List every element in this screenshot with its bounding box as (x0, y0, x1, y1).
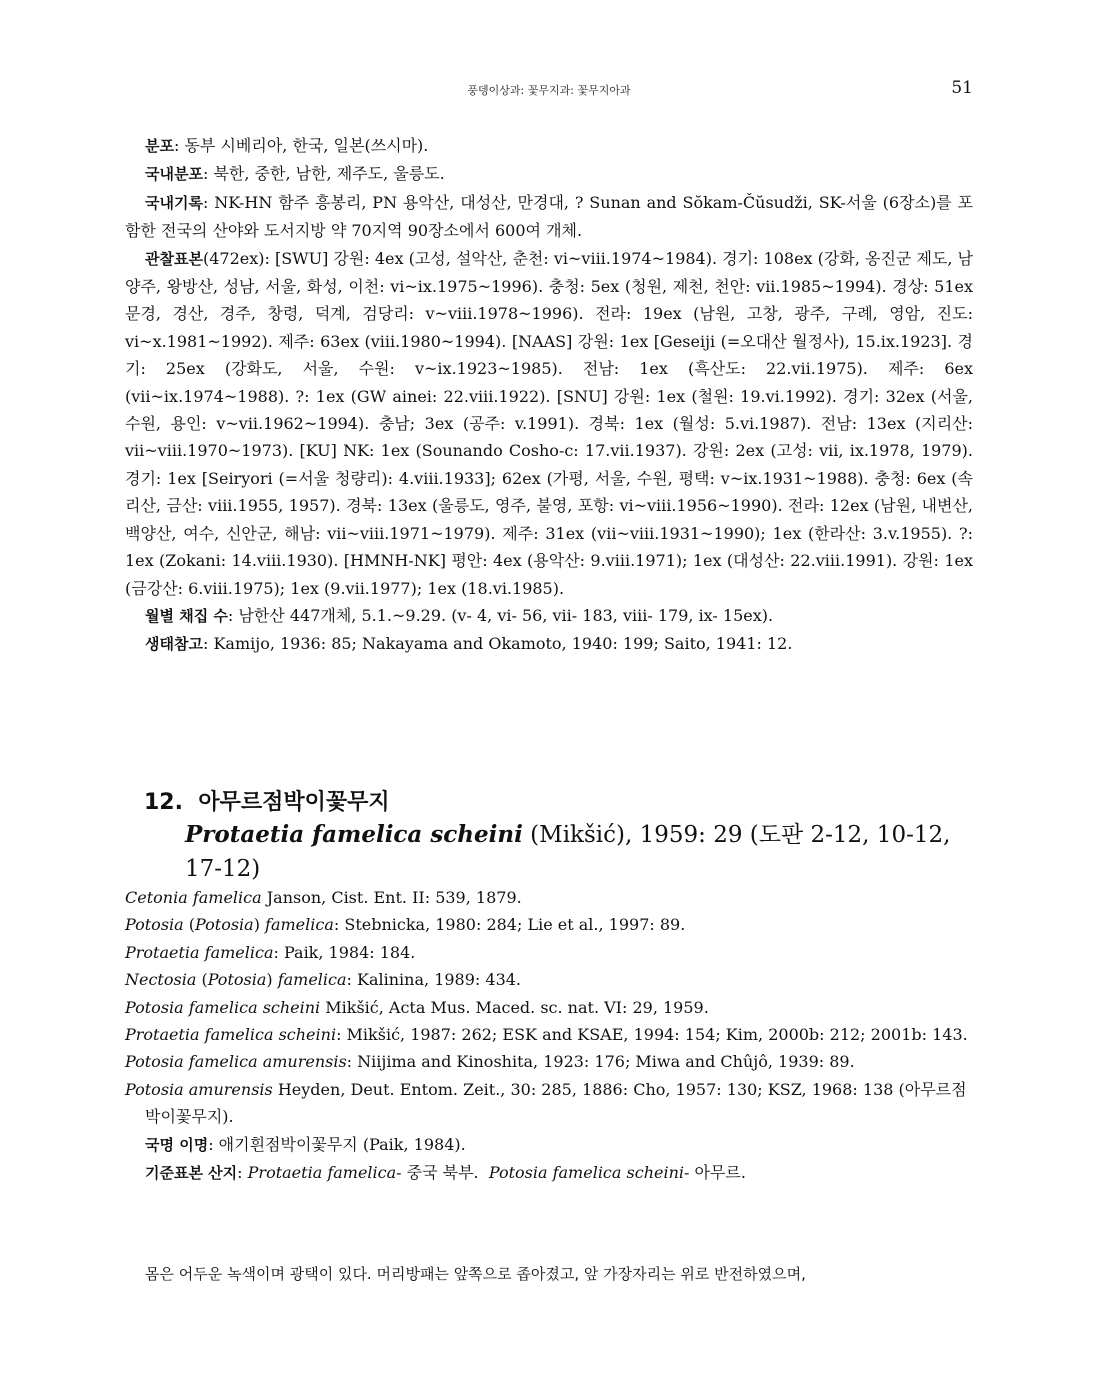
species-number: 12. (144, 790, 183, 815)
synonym-name: Potosia famelica scheini (125, 997, 321, 1017)
type-locality-name-1: Protaetia famelica (247, 1163, 397, 1183)
synonym-epithet: famelica (265, 915, 334, 935)
distribution-text: : 동부 시베리아, 한국, 일본(쓰시마). (173, 136, 429, 155)
type-locality-name-2: Potosia famelica scheini (488, 1163, 684, 1183)
synonym-subgenus: Potosia (195, 915, 254, 935)
monthly-collection-label: 월별 채집 수 (145, 606, 228, 625)
type-locality-place-1: - 중국 북부. (396, 1163, 479, 1183)
synonym-citation: : Mikšić, 1987: 262; ESK and KSAE, 1994: 154; Kim, 2000b: 212; 2001b: 143. (336, 1025, 968, 1045)
synonym-name: Protaetia famelica (125, 942, 274, 962)
synonym-genus: Nectosia (125, 970, 197, 990)
ecology-paragraph (125, 630, 973, 658)
synonym-citation: : Kalinina, 1989: 434. (346, 970, 522, 990)
examined-specimens-text: (472ex): [SWU] 강원: 4ex (고성, 설악산, 춘천: vi~viii.1974~1984). 경기: 108ex (강화, 옹진군 제도, 남양주, 왕방산, 성남, 서울, 화성, 이천: vi~ix.1975~1996). 충청: 5ex (청원, 제천, 천안: vii.1985~1994). 경상: 51ex 문경, 경산, 경주, 창령, 덕계, 검당리: v~viii.1978~1996). 전라: 19ex (남원, 고창, 광주, 구례, 영암, 진도: vi~x.1981~1992). 제주: 63ex (viii.1980~1994). [NAAS] 강원: 1ex [Geseiji (=오대산 월정사), 15.ix.1923]. 경기: 25ex (강화도, 서울, 수원: v~ix.1923~1985). 전남: 1ex (흑산도: 22.vii.1975). 제주: 6ex (vii~ix.1974~1988). ?: 1ex (GW ainei: 22.viii.1922). [SNU] 강원: 1ex (철원: 19.vi.1992). 경기: 32ex (서울, 수원, 용인: v~vii.1962~1994). 충남; 3ex (공주: v.1991). 경북: 1ex (월성: 5.vi.1987). 전남: 13ex (지리산: vii~viii.1970~1973). [KU] NK: 1ex (Sounando Cosho-c: 17.vii.1937). 강원: 2ex (고성: vii, ix.1978, 1979). 경기: 1ex [Seiryori (=서울 청량리): 4.viii.1933]; 62ex (가평, 서울, 수원, 평택: v~ix.1931~1988). 충청: 6ex (속리산, 금산: viii.1955, 1957). 경북: 13ex (울릉도, 영주, 불영, 포항: vi~viii.1956~1990). 전라: 12ex (남원, 내변산, 백양산, 여수, 신안군, 해남: vii~viii.1971~1979). 제주: 31ex (vii~viii.1931~1990); 1ex (한라산: 3.v.1955). ?: 1ex (Zokani: 14.viii.1930). [HMNH-NK] 평안: 4ex (용악산: 9.viii.1971); 1ex (대성산: 22.viii.1991). 강원: 1ex (금강산: 6.viii.1975); 1ex (9.vii.1977); 1ex (18.vi.1985). (125, 248, 973, 598)
distribution-label: 분포 (145, 137, 174, 155)
synonym-citation: : Paik, 1984: 184. (273, 942, 416, 962)
korean-alias-paragraph (125, 1131, 973, 1159)
synonym-entry (125, 994, 973, 1021)
domestic-distribution-paragraph (125, 160, 973, 188)
running-title: 풍뎅이상과: 꽃무지과: 꽃무지아과 (467, 84, 631, 97)
synonym-entry (125, 884, 973, 911)
synonym-entry (125, 1021, 973, 1048)
synonym-epithet: famelica (277, 970, 347, 990)
species-korean-title (144, 788, 974, 818)
species-scientific-name: Protaetia famelica scheini (185, 821, 523, 848)
examined-specimens-paragraph (125, 245, 973, 602)
synonym-name: Protaetia famelica scheini (125, 1025, 337, 1045)
species-scientific-title (185, 818, 974, 886)
monthly-collection-text: : 남한산 447개체, 5.1.~9.29. (v- 4, vi- 56, vii- 183, viii- 179, ix- 15ex). (227, 605, 774, 625)
type-locality-separator: : (237, 1163, 248, 1183)
species-korean-name: 아무르점박이꽃무지 (198, 790, 390, 815)
synonymy-list (125, 884, 973, 1187)
distribution-paragraph (125, 132, 973, 160)
synonym-name: Potosia amurensis (125, 1079, 273, 1099)
korean-alias-text: : 애기흰점박이꽃무지 (Paik, 1984). (208, 1134, 466, 1154)
synonym-name: Cetonia famelica (125, 888, 262, 907)
ecology-text: : Kamijo, 1936: 85; Nakayama and Okamoto, 1940: 199; Saito, 1941: 12. (202, 634, 793, 654)
synonym-entry: Nectosia (Potosia) famelica: Kalinina, 1989: 434. (125, 970, 522, 990)
synonym-genus: Potosia (125, 915, 184, 935)
synonym-citation: : Niijima and Kinoshita, 1923: 176; Miwa and Chûjô, 1939: 89. (346, 1052, 855, 1072)
species-heading (144, 788, 974, 886)
korean-alias-label: 국명 이명 (145, 1135, 209, 1154)
synonym-citation: Heyden, Deut. Entom. Zeit., 30: 285, 1886: Cho, 1957: 130; KSZ, 1968: 138 (아무르점박이꽃무지). (145, 1079, 967, 1127)
synonym-subgenus: Potosia (207, 970, 267, 990)
type-locality-paragraph (125, 1159, 973, 1187)
domestic-distribution-text: : 북한, 중한, 남한, 제주도, 울릉도. (202, 164, 445, 184)
synonym-entry (125, 1048, 973, 1075)
domestic-records-paragraph (125, 189, 973, 245)
domestic-records-text: : NK-HN 함주 흥봉리, PN 용악산, 대성산, 만경대, ? Sunan and Sŏkam-Čŭsudži, SK-서울 (6장소)를 포함한 전국의 산야와 도서지방 약 70지역 90장소에서 600여 개체. (125, 192, 973, 241)
synonym-citation: Janson, Cist. Ent. II: 539, 1879. (261, 888, 522, 907)
domestic-distribution-label: 국내분포 (145, 165, 203, 184)
species-authority: (Mikšić), 1959: 29 (도판 2-12, 10-12, 17-12) (185, 822, 951, 882)
synonym-entry (125, 939, 973, 966)
previous-species-section (125, 132, 973, 659)
synonym-citation: : Stebnicka, 1980: 284; Lie et al., 1997: 89. (333, 915, 686, 935)
type-locality-place-2: - 아무르. (684, 1163, 746, 1183)
monthly-collection-paragraph (125, 602, 973, 630)
page-number: 51 (951, 78, 973, 98)
domestic-records-label: 국내기록 (145, 193, 203, 212)
ecology-label: 생태참고 (145, 635, 203, 654)
synonym-entry: Potosia (Potosia) famelica: Stebnicka, 1980: 284; Lie et al., 1997: 89. (125, 915, 686, 935)
synonym-name: Potosia famelica amurensis (125, 1052, 347, 1072)
page-header (125, 78, 973, 102)
synonym-entry (125, 1076, 973, 1131)
examined-specimens-label: 관찰표본 (145, 249, 203, 268)
type-locality-label: 기준표본 산지 (145, 1164, 238, 1183)
description-paragraph: 몸은 어두운 녹색이며 광택이 있다. 머리방패는 앞쪽으로 좁아졌고, 앞 가장자리는 위로 반전하였으며, (145, 1265, 806, 1283)
synonym-citation: Mikšić, Acta Mus. Maced. sc. nat. VI: 29, 1959. (320, 997, 709, 1017)
